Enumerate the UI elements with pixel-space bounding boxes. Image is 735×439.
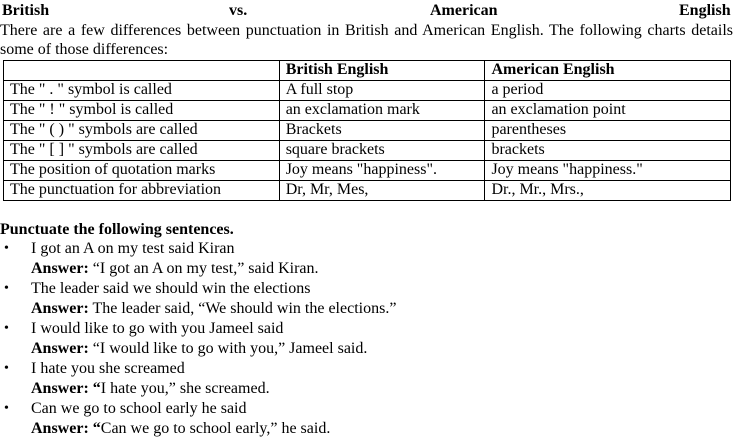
answer-label: Answer: — [31, 260, 89, 277]
exercise-question: The leader said we should win the elections — [31, 280, 311, 297]
title-english: English — [679, 2, 731, 19]
table-row — [4, 161, 731, 181]
list-item — [0, 279, 735, 319]
table-cell: Dr., Mr., Mrs., — [485, 181, 731, 201]
bullet-icon: • — [4, 281, 9, 296]
comparison-table — [3, 60, 731, 201]
exercise-list — [0, 239, 735, 439]
answer-text: “I got an A on my test,” said Kiran. — [92, 260, 319, 277]
list-item — [0, 359, 735, 399]
exercise-question: I hate you she screamed — [31, 360, 185, 377]
answer-open-quote: “ — [92, 380, 101, 397]
bullet-icon: • — [4, 241, 9, 256]
table-cell: The punctuation for abbreviation — [4, 181, 280, 201]
bullet-icon: • — [4, 401, 9, 416]
answer-text: The leader said, “We should win the elections.” — [92, 300, 397, 317]
title-british: British — [2, 2, 50, 19]
exercise-question: Can we go to school early he said — [31, 400, 247, 417]
table-cell: Joy means "happiness." — [485, 161, 731, 181]
table-cell: an exclamation mark — [279, 101, 485, 121]
table-cell: A full stop — [279, 81, 485, 101]
table-row — [4, 181, 731, 201]
answer-text: I hate you,” she screamed. — [100, 380, 270, 397]
exercise-answer — [31, 419, 330, 439]
intro-paragraph: There are a few differences between punctuation in British and American English. The following charts details some of those differences: — [0, 22, 733, 58]
answer-label: Answer: — [31, 420, 89, 437]
document-title — [0, 0, 735, 20]
table-header-cell: British English — [279, 61, 485, 81]
table-cell: brackets — [485, 141, 731, 161]
table-row — [4, 141, 731, 161]
exercise-answer — [31, 379, 270, 399]
table-row — [4, 101, 731, 121]
title-american: American — [430, 2, 498, 19]
table-header-cell: American English — [485, 61, 731, 81]
list-item — [0, 319, 735, 359]
table-cell: The " . " symbol is called — [4, 81, 280, 101]
table-header-row — [4, 61, 731, 81]
table-cell: The position of quotation marks — [4, 161, 280, 181]
bullet-icon: • — [4, 361, 9, 376]
answer-label: Answer: — [31, 340, 89, 357]
exercise-question: I got an A on my test said Kiran — [31, 240, 235, 257]
table-cell: an exclamation point — [485, 101, 731, 121]
table-cell: The " [ ] " symbols are called — [4, 141, 280, 161]
answer-label: Answer: — [31, 380, 89, 397]
answer-label: Answer: — [31, 300, 89, 317]
table-cell: Joy means "happiness". — [279, 161, 485, 181]
list-item — [0, 399, 735, 439]
exercise-answer — [31, 339, 367, 359]
exercise-question: I would like to go with you Jameel said — [31, 320, 284, 337]
exercise-answer — [31, 299, 396, 319]
answer-text: “I would like to go with you,” Jameel said. — [92, 340, 368, 357]
table-cell: a period — [485, 81, 731, 101]
answer-text: Can we go to school early,” he said. — [100, 420, 331, 437]
table-row — [4, 121, 731, 141]
exercise-answer — [31, 259, 319, 279]
table-cell: Dr, Mr, Mes, — [279, 181, 485, 201]
title-vs: vs. — [229, 2, 248, 19]
bullet-icon: • — [4, 321, 9, 336]
table-row — [4, 81, 731, 101]
list-item — [0, 239, 735, 279]
answer-open-quote: “ — [92, 420, 101, 437]
table-cell: The " ( ) " symbols are called — [4, 121, 280, 141]
exercise-heading: Punctuate the following sentences. — [0, 221, 234, 238]
table-cell: Brackets — [279, 121, 485, 141]
table-header-cell — [4, 61, 280, 81]
table-cell: The " ! " symbol is called — [4, 101, 280, 121]
table-cell: parentheses — [485, 121, 731, 141]
table-cell: square brackets — [279, 141, 485, 161]
